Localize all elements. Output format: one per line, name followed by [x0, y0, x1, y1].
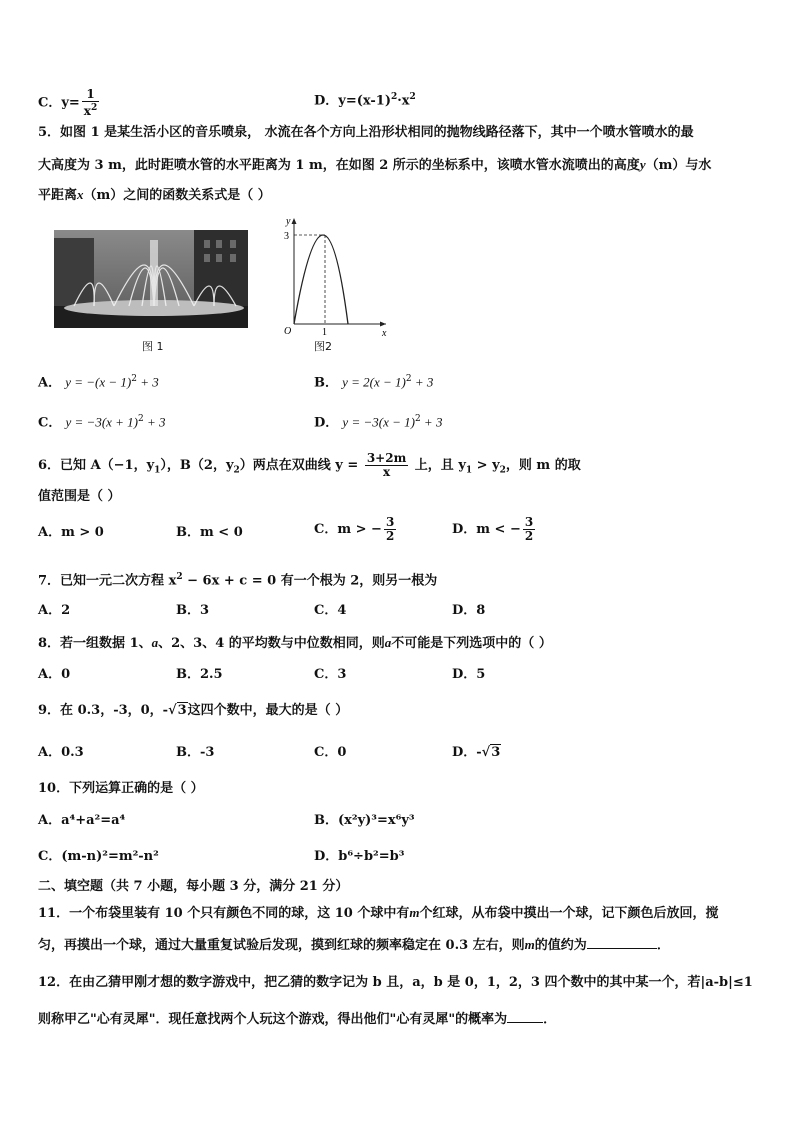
q7-option-d: D．8	[452, 603, 486, 618]
q12-stem-line2: 则称甲乙"心有灵犀"．现任意找两个人玩这个游戏，得出他们"心有灵犀"的概率为 ．	[38, 1012, 557, 1027]
q9-option-a: A．0.3	[38, 745, 84, 760]
q5-stem-line2: 大高度为 3 m，此时距喷水管的水平距离为 1 m，在如图 2 所示的坐标系中，该喷水管水流喷出的高度y（m）与水	[38, 157, 712, 173]
q11-stem-line1: 11．一个布袋里装有 10 个只有颜色不同的球，这 10 个球中有m个红球，从布袋中摸出一个球，记下颜色后放回，搅	[38, 905, 719, 921]
q4-option-c: C．y= $\frac{1}{x^2}$	[38, 87, 98, 118]
answer-blank[interactable]	[507, 1010, 543, 1023]
fountain-photo	[54, 230, 248, 328]
q7-stem: 7．已知一元二次方程 $x^2 - 6x + c = 0$ 有一个根为 2，则另一根为	[38, 572, 438, 589]
answer-blank[interactable]	[587, 936, 657, 949]
parabola-graph	[274, 214, 394, 338]
q7-option-b: B．3	[176, 603, 210, 618]
q5-stem-line3: 平距离x（m）之间的函数关系式是（ ）	[38, 187, 271, 203]
fig1-caption: 图 1	[142, 340, 164, 353]
q8-option-a: A．0	[38, 667, 71, 682]
q10-option-d: D．b⁶÷b²=b³	[314, 849, 405, 864]
q8-option-c: C．3	[314, 667, 347, 682]
q5-option-b: B． $y = 2(x - 1)^2 + 3$	[314, 374, 434, 391]
q9-option-b: B．-3	[176, 745, 215, 760]
q5-option-c: C． $y = -3(x + 1)^2 + 3$	[38, 414, 166, 431]
q5-stem-line1: 5．如图 1 是某生活小区的音乐喷泉， 水流在各个方向上沿形状相同的抛物线路径落下，其中一个喷水管喷水的最	[38, 125, 694, 140]
q6-option-d: D．m < − $\frac{3}{2}$	[452, 515, 534, 543]
q6-option-c: C．m > − $\frac{3}{2}$	[314, 515, 395, 543]
q12-stem-line1: 12．在由乙猜甲刚才想的数字游戏中，把乙猜的数字记为 b 且，a，b 是 0，1，2，3 四个数中的其中某一个，若|a-b|≤1	[38, 975, 753, 990]
q7-option-c: C．4	[314, 603, 347, 618]
q10-option-c: C．(m-n)²=m²-n²	[38, 849, 159, 864]
q9-stem: 9．在 0.3，-3，0，-√3这四个数中，最大的是（ ）	[38, 703, 349, 718]
q10-stem: 10．下列运算正确的是（ ）	[38, 781, 204, 796]
q6-stem-line2: 值范围是（ ）	[38, 489, 121, 504]
q6-option-a: A．m > 0	[38, 525, 104, 540]
x-axis-label: x	[382, 328, 387, 338]
q5-option-a: A． $y = -(x - 1)^2 + 3$	[38, 374, 159, 391]
origin-label: O	[284, 326, 292, 337]
q4-option-d: D．$y=(x-1)^2\cdot x^2$	[314, 92, 416, 109]
q6-option-b: B．m < 0	[176, 525, 243, 540]
q8-stem: 8．若一组数据 1、a、2、3、4 的平均数与中位数相同，则a不可能是下列选项中的（ ）	[38, 635, 552, 651]
q10-option-b: B．(x²y)³=x⁶y³	[314, 813, 415, 828]
y-axis-label: y	[286, 216, 291, 227]
q8-option-d: D．5	[452, 667, 486, 682]
q6-stem-line1: 6．已知 A（−1，$y_1$），B（2，$y_2$）两点在双曲线 y = $\frac{3+2m}{x}$ 上，且 $y_1 > y_2$，则 m 的取	[38, 451, 581, 479]
q7-option-a: A．2	[38, 603, 71, 618]
fig2-caption: 图2	[314, 340, 332, 353]
q10-option-a: A．a⁴+a²=a⁴	[38, 813, 126, 828]
q5-option-d: D． $y = -3(x - 1)^2 + 3$	[314, 414, 443, 431]
y-tick-label: 3	[284, 231, 289, 242]
q9-option-c: C．0	[314, 745, 347, 760]
section-heading: 二、填空题（共 7 小题，每小题 3 分，满分 21 分）	[38, 879, 349, 894]
q11-stem-line2: 匀，再摸出一个球，通过大量重复试验后发现，摸到红球的频率稳定在 0.3 左右，则m的值约为 ．	[38, 937, 670, 953]
x-tick-label: 1	[322, 327, 327, 338]
q8-option-b: B．2.5	[176, 667, 223, 682]
q9-option-d: D．-√3	[452, 745, 501, 760]
